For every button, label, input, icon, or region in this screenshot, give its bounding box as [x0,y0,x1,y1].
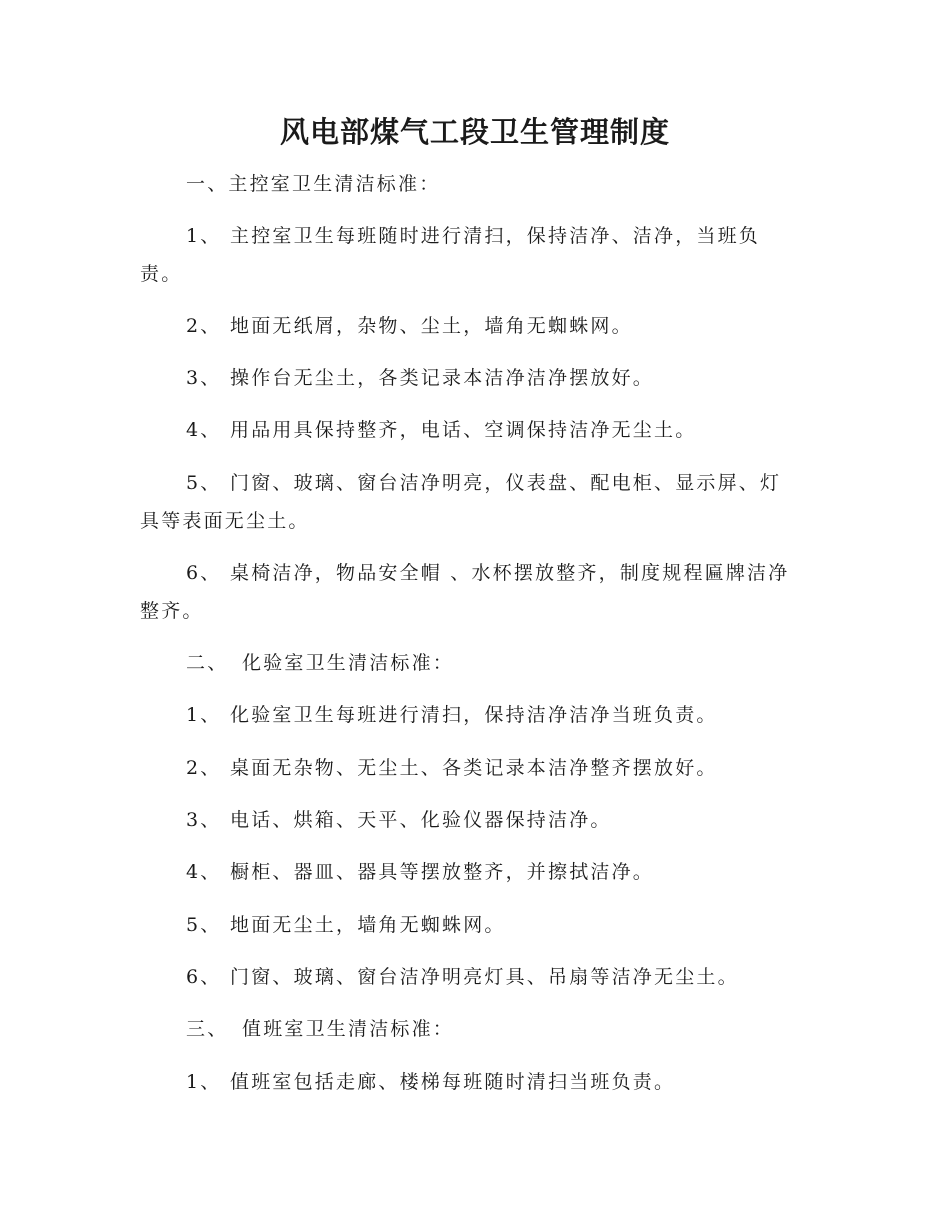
list-item [186,560,789,586]
list-item [186,702,718,728]
list-item [186,1069,675,1095]
item-text: 操作台无尘土，各类记录本洁净洁净摆放好。 [230,367,655,389]
item-text: 用品用具保持整齐，电话、空调保持洁净无尘土。 [230,419,697,441]
section-number: 二、 [186,652,229,674]
item-number: 1、 [186,1071,222,1093]
list-item [186,417,696,443]
item-continuation: 责。 [140,263,183,285]
item-text: 门窗、玻璃、窗台洁净明亮灯具、吊扇等洁净无尘土。 [230,966,739,988]
list-item [186,859,654,885]
item-text: 桌椅洁净，物品安全帽 、水杯摆放整齐，制度规程匾牌洁净 [230,562,790,584]
item-text: 值班室包括走廊、楼梯每班随时清扫当班负责。 [230,1071,676,1093]
item-number: 1、 [186,225,222,247]
list-item [186,807,612,833]
item-number: 4、 [186,419,222,441]
item-text: 桌面无杂物、无尘土、各类记录本洁净整齐摆放好。 [230,757,718,779]
item-number: 5、 [186,472,222,494]
list-item [186,964,739,990]
list-item [186,755,718,781]
item-text: 地面无尘土，墙角无蜘蛛网。 [230,914,506,936]
section-heading-3 [186,1016,454,1042]
item-number: 5、 [186,914,222,936]
list-item [186,912,506,938]
section-heading-2 [186,650,454,676]
item-text: 化验室卫生每班进行清扫，保持洁净洁净当班负责。 [230,704,718,726]
item-text: 主控室卫生每班随时进行清扫，保持洁净、洁净，当班负 [230,225,761,247]
section-heading-1: 一、主控室卫生清洁标准： [186,173,441,195]
item-continuation: 整齐。 [140,600,204,622]
item-number: 6、 [186,562,222,584]
item-text: 橱柜、器皿、器具等摆放整齐，并擦拭洁净。 [230,861,655,883]
list-item [186,470,781,496]
item-number: 3、 [186,809,222,831]
item-number: 3、 [186,367,222,389]
list-item [186,313,633,339]
section-title: 化验室卫生清洁标准： [242,652,455,674]
section-number: 三、 [186,1018,229,1040]
section-title: 值班室卫生清洁标准： [242,1018,455,1040]
item-number: 2、 [186,757,222,779]
item-text: 门窗、玻璃、窗台洁净明亮，仪表盘、配电柜、显示屏、灯 [230,472,782,494]
item-text: 电话、烘箱、天平、化验仪器保持洁净。 [230,809,612,831]
item-number: 1、 [186,704,222,726]
item-number: 6、 [186,966,222,988]
item-text: 地面无纸屑，杂物、尘土，墙角无蜘蛛网。 [230,315,633,337]
list-item [186,365,654,391]
item-number: 2、 [186,315,222,337]
item-number: 4、 [186,861,222,883]
document-title: 风电部煤气工段卫生管理制度 [279,115,670,149]
list-item [186,223,760,249]
item-continuation: 具等表面无尘土。 [140,510,310,532]
